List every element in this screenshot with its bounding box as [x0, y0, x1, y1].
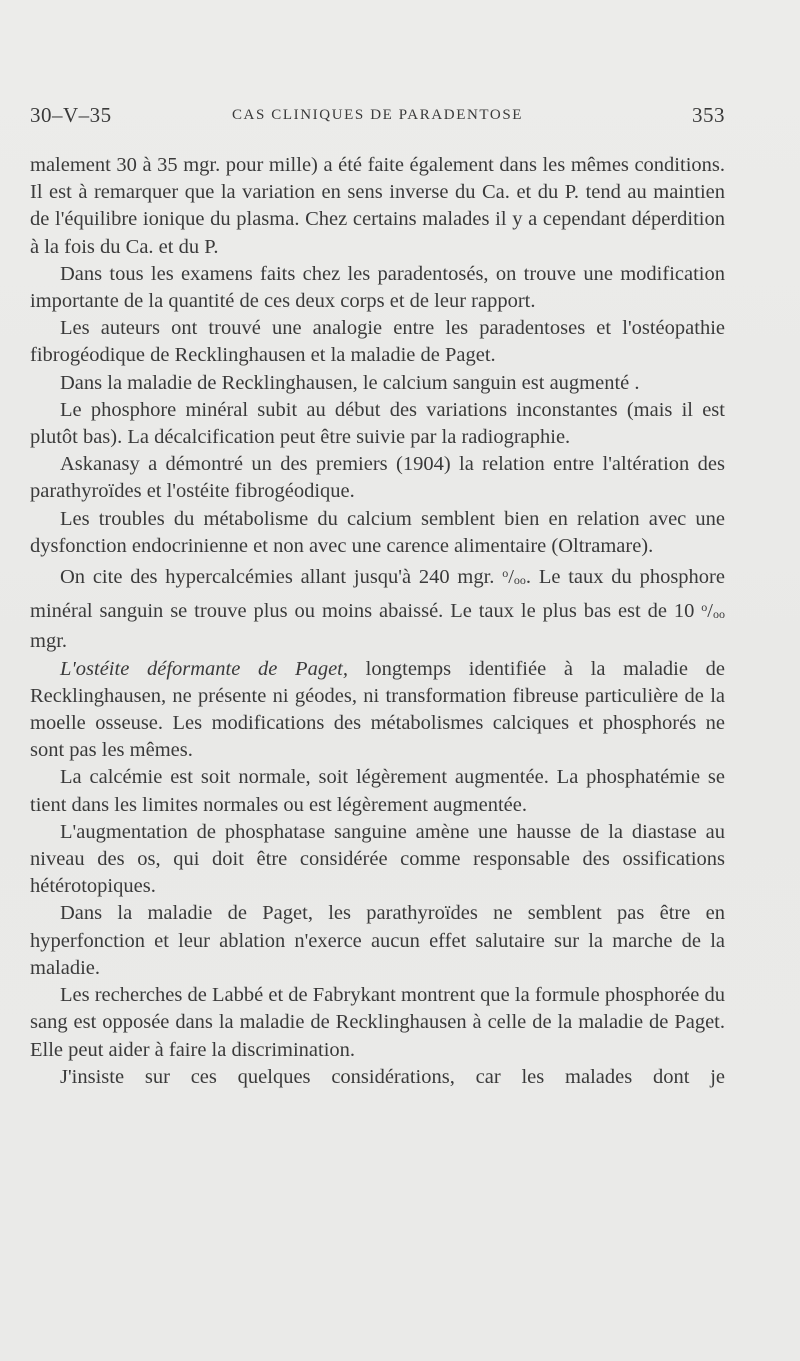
- paragraph-8: On cite des hypercalcémies allant jusqu'à 240 mgr. $^o/_{oo}$. Le taux du phosphore minéral sanguin se trouve plus ou moins abaissé. Le taux le plus bas est de 10 $^o/_{oo}$ mgr.: [30, 566, 725, 653]
- paragraph-9: [30, 656, 725, 765]
- paragraph-12: Dans la maladie de Paget, les parathyroïdes ne semblent pas être en hyperfonction et leur ablation n'exerce aucun effet salutaire sur la marche de la maladie.: [30, 902, 725, 979]
- p9-text: longtemps identifiée à la maladie de Recklinghausen, ne présente ni géodes, ni transformation fibreuse particulière de la moelle osseuse. Les modifications des métabolismes calciques et phosphorés ne sont pas les mêmes.: [30, 657, 725, 762]
- page-number: 353: [692, 103, 725, 127]
- paragraph-13: Les recherches de Labbé et de Fabrykant montrent que la formule phosphorée du sang est opposée dans la maladie de Recklinghausen à celle de la maladie de Paget. Elle peut aider à faire la discrimination.: [30, 984, 725, 1061]
- running-header: [30, 103, 725, 133]
- paragraph-10: La calcémie est soit normale, soit légèrement augmentée. La phosphatémie se tient dans les limites normales ou est légèrement augmentée.: [30, 766, 725, 816]
- paragraph-4: Dans la maladie de Recklinghausen, le calcium sanguin est augmenté .: [60, 371, 640, 394]
- p8-text-a: On cite des hypercalcémies allant jusqu'à 240 mgr.: [60, 566, 503, 589]
- paragraph-5: Le phosphore minéral subit au début des variations inconstantes (mais il est plutôt bas). La décalcification peut être suivie par la radiographie.: [30, 398, 725, 449]
- italic-term: L'ostéite déformante de Paget,: [60, 657, 348, 680]
- permille-sup-2: o: [701, 600, 708, 615]
- paragraph-7: Les troubles du métabolisme du calcium semblent bien en relation avec une dysfonction endocrinienne et non avec une carence alimentaire (Oltramare).: [30, 507, 725, 557]
- paragraph-14: J'insiste sur ces quelques considérations, car les malades dont je: [60, 1065, 725, 1088]
- paragraph-3: Les auteurs ont trouvé une analogie entre les paradentoses et l'ostéopathie fibrogéodique de Recklinghausen et la maladie de Paget.: [30, 317, 725, 367]
- paragraph-1: malement 30 à 35 mgr. pour mille) a été faite également dans les mêmes conditions. Il est à remarquer que la variation en sens inverse du Ca. et du P. tend au maintien de l'équilibre ionique du plasma. Chez certains malades il y a cependant déperdition à la fois du Ca. et du P.: [30, 154, 725, 258]
- p8-text-c: mgr.: [30, 630, 68, 653]
- permille-sub-2: oo: [713, 607, 725, 622]
- header-reference: 30–V–35: [30, 103, 112, 127]
- running-title: CAS CLINIQUES DE PARADENTOSE: [231, 107, 524, 123]
- p8-text-b: . Le taux du phosphore minéral sanguin se trouve plus ou moins abaissé. Le taux le plus bas est de 10: [30, 566, 725, 623]
- paragraph-6: Askanasy a démontré un des premiers (1904) la relation entre l'altération des parathyroïdes et l'ostéite fibrogéodique.: [30, 453, 725, 503]
- paragraph-11: L'augmentation de phosphatase sanguine amène une hausse de la diastase au niveau des os, qui doit être considérée comme responsable des ossifications hétérotopiques.: [30, 820, 725, 898]
- permille-sup: o: [502, 566, 509, 581]
- body-text: [30, 152, 725, 1091]
- permille-sub: oo: [513, 573, 526, 588]
- paragraph-2: Dans tous les examens faits chez les paradentosés, on trouve une modification importante de la quantité de ces deux corps et de leur rapport.: [30, 262, 725, 313]
